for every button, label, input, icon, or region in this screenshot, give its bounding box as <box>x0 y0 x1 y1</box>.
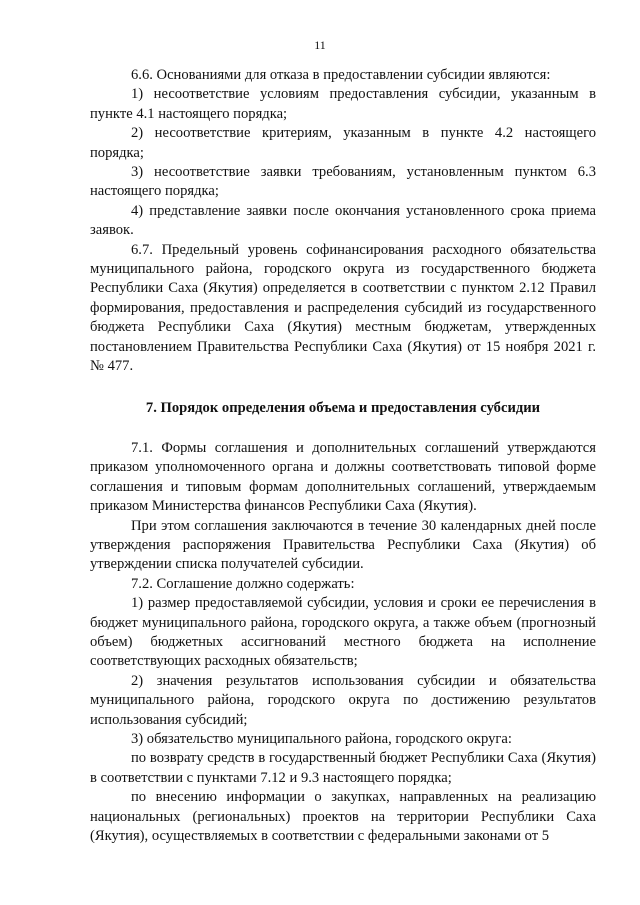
paragraph-6-7: 6.7. Предельный уровень софинансирования расходного обязательства муниципального района, городского округа из государственного бюджета Республики Саха (Якутия) определяется в соответствии с пунктом 2.12 Правил формирования, предоставления и распределения субсидий из государственного бюджета Республики Саха (Якутия) местным бюджетам, утвержденных постановлением Правительства Республики Саха (Якутия) от 15 ноября 2021 г. № 477. <box>90 241 596 375</box>
list-item-6-6-2: 2) несоответствие критериям, указанным в пункте 4.2 настоящего порядка; <box>90 125 596 161</box>
list-item-6-6-3: 3) несоответствие заявки требованиям, установленным пунктом 6.3 настоящего порядка; <box>90 164 596 200</box>
sub-item-refund-obligation: по возврату средств в государственный бюджет Республики Саха (Якутия) в соответствии с пунктами 7.12 и 9.3 настоящего порядка; <box>90 750 596 786</box>
paragraph-6-6: 6.6. Основаниями для отказа в предоставлении субсидии являются: <box>131 67 551 83</box>
page-number: 11 <box>314 38 326 52</box>
document-body <box>90 66 596 846</box>
list-item-7-2-3: 3) обязательство муниципального района, городского округа: <box>131 731 512 747</box>
list-item-7-2-1: 1) размер предоставляемой субсидии, условия и сроки ее перечисления в бюджет муниципального района, городского округа, а также объем (прогнозный объем) бюджетных ассигнований местного бюджета на исполнение соответствующих расходных обязательств; <box>90 595 596 670</box>
sub-item-procurement-info: по внесению информации о закупках, направленных на реализацию национальных (региональных) проектов на территории Республики Саха (Якутия), осуществляемых в соответствии с федеральными законами от 5 <box>90 789 596 845</box>
list-item-7-2-2: 2) значения результатов использования субсидии и обязательства муниципального района, городского округа по достижению результатов использования субсидий; <box>90 672 596 728</box>
paragraph-7-2: 7.2. Соглашение должно содержать: <box>131 575 355 592</box>
list-item-6-6-1: 1) несоответствие условиям предоставления субсидии, указанным в пункте 4.1 настоящего порядка; <box>90 86 596 122</box>
paragraph-7-1: 7.1. Формы соглашения и дополнительных соглашений утверждаются приказом уполномоченного органа и должны соответствовать типовой форме соглашения и типовым формам дополнительных соглашений, утверждаемым приказом Министерства финансов Республики Саха (Якутия). <box>90 439 596 515</box>
section-heading-7: 7. Порядок определения объема и предоставления субсидии <box>145 399 541 416</box>
list-item-6-6-4: 4) представление заявки после окончания установленного срока приема заявок. <box>90 202 596 239</box>
paragraph-agreement-term: При этом соглашения заключаются в течение 30 календарных дней после утверждения распоряжения Правительства Республики Саха (Якутия) об утверждении списка получателей субсидии. <box>90 517 596 573</box>
